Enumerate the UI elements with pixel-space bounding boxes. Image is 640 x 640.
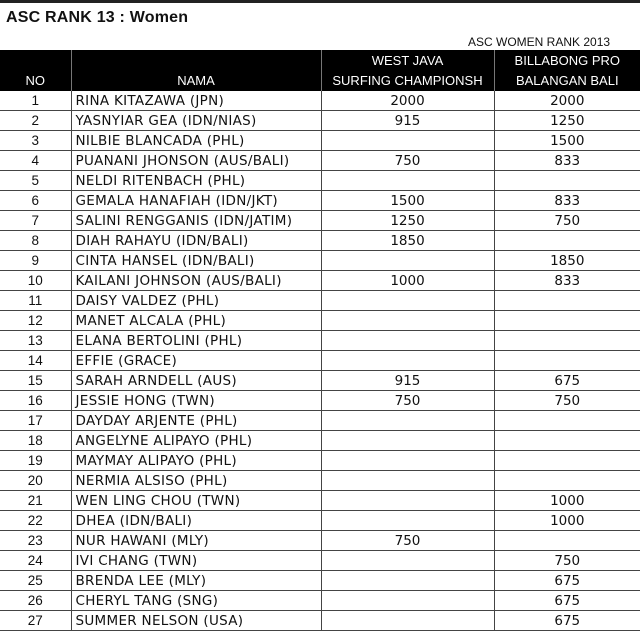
surfer-name-cell: ANGELYNE ALIPAYO (PHL) [71,431,321,451]
rank-number-cell: 20 [0,471,71,491]
billabong-points-cell: 833 [494,191,640,211]
west-java-points-cell: 1850 [321,231,494,251]
west-java-points-cell [321,491,494,511]
table-row [0,531,640,551]
surfer-name-cell: BRENDA LEE (MLY) [71,571,321,591]
surfer-name-cell: SUMMER NELSON (USA) [71,611,321,631]
west-java-points-cell [321,611,494,631]
billabong-points-cell: 2000 [494,91,640,111]
surfer-name-cell: NERMIA ALSISO (PHL) [71,471,321,491]
surfer-name-cell: DHEA (IDN/BALI) [71,511,321,531]
table-row [0,391,640,411]
west-java-points-cell: 2000 [321,91,494,111]
rank-number-cell: 13 [0,331,71,351]
west-java-points-cell: 915 [321,371,494,391]
billabong-points-cell [494,171,640,191]
table-row [0,551,640,571]
table-row [0,451,640,471]
header-event2-line1: BILLABONG PRO [494,50,640,70]
surfer-name-cell: EFFIE (GRACE) [71,351,321,371]
surfer-name-cell: DAISY VALDEZ (PHL) [71,291,321,311]
header-row-2 [0,70,640,91]
table-row [0,591,640,611]
table-row [0,371,640,391]
table-row [0,311,640,331]
west-java-points-cell [321,411,494,431]
west-java-points-cell [321,591,494,611]
rank-number-cell: 12 [0,311,71,331]
header-row-1 [0,50,640,70]
west-java-points-cell [321,431,494,451]
surfer-name-cell: CHERYL TANG (SNG) [71,591,321,611]
billabong-points-cell: 833 [494,151,640,171]
surfer-name-cell: SALINI RENGGANIS (IDN/JATIM) [71,211,321,231]
billabong-points-cell: 1500 [494,131,640,151]
west-java-points-cell: 1250 [321,211,494,231]
rank-number-cell: 16 [0,391,71,411]
table-row [0,191,640,211]
surfer-name-cell: RINA KITAZAWA (JPN) [71,91,321,111]
rank-number-cell: 2 [0,111,71,131]
west-java-points-cell: 750 [321,151,494,171]
west-java-points-cell [321,331,494,351]
table-row [0,151,640,171]
surfer-name-cell: IVI CHANG (TWN) [71,551,321,571]
header-event1-line1: WEST JAVA [321,50,494,70]
page-title: ASC RANK 13 : Women [6,9,189,26]
header-event2-line2: BALANGAN BALI [494,70,640,91]
surfer-name-cell: MANET ALCALA (PHL) [71,311,321,331]
billabong-points-cell [494,331,640,351]
west-java-points-cell [321,251,494,271]
surfer-name-cell: ELANA BERTOLINI (PHL) [71,331,321,351]
west-java-points-cell: 1000 [321,271,494,291]
west-java-points-cell [321,351,494,371]
billabong-points-cell: 675 [494,591,640,611]
table-row [0,491,640,511]
ranking-table [0,33,640,631]
table-row [0,571,640,591]
billabong-points-cell: 1000 [494,491,640,511]
header-no: NO [0,70,71,91]
billabong-points-cell [494,311,640,331]
billabong-points-cell [494,351,640,371]
west-java-points-cell [321,131,494,151]
table-row [0,511,640,531]
billabong-points-cell: 1000 [494,511,640,531]
table-row [0,351,640,371]
header-no-blank [0,50,71,70]
billabong-points-cell: 1850 [494,251,640,271]
rank-number-cell: 25 [0,571,71,591]
surfer-name-cell: PUANANI JHONSON (AUS/BALI) [71,151,321,171]
surfer-name-cell: SARAH ARNDELL (AUS) [71,371,321,391]
billabong-points-cell [494,231,640,251]
rank-number-cell: 1 [0,91,71,111]
surfer-name-cell: JESSIE HONG (TWN) [71,391,321,411]
billabong-points-cell [494,531,640,551]
west-java-points-cell: 750 [321,391,494,411]
surfer-name-cell: GEMALA HANAFIAH (IDN/JKT) [71,191,321,211]
table-row [0,211,640,231]
surfer-name-cell: YASNYIAR GEA (IDN/NIAS) [71,111,321,131]
west-java-points-cell [321,551,494,571]
west-java-points-cell [321,571,494,591]
header-event1-line2: SURFING CHAMPIONSH [321,70,494,91]
surfer-name-cell: WEN LING CHOU (TWN) [71,491,321,511]
rank-number-cell: 8 [0,231,71,251]
rank-number-cell: 19 [0,451,71,471]
rank-number-cell: 3 [0,131,71,151]
west-java-points-cell [321,451,494,471]
rank-number-cell: 26 [0,591,71,611]
rank-number-cell: 22 [0,511,71,531]
west-java-points-cell [321,291,494,311]
west-java-points-cell [321,471,494,491]
west-java-points-cell: 750 [321,531,494,551]
billabong-points-cell: 750 [494,551,640,571]
rank-number-cell: 6 [0,191,71,211]
rank-number-cell: 14 [0,351,71,371]
rank-subtitle-row [0,33,640,50]
surfer-name-cell: MAYMAY ALIPAYO (PHL) [71,451,321,471]
surfer-name-cell: DIAH RAHAYU (IDN/BALI) [71,231,321,251]
table-row [0,431,640,451]
billabong-points-cell: 675 [494,371,640,391]
west-java-points-cell [321,311,494,331]
billabong-points-cell: 675 [494,611,640,631]
surfer-name-cell: NUR HAWANI (MLY) [71,531,321,551]
billabong-points-cell: 750 [494,391,640,411]
surfer-name-cell: CINTA HANSEL (IDN/BALI) [71,251,321,271]
west-java-points-cell: 1500 [321,191,494,211]
surfer-name-cell: NELDI RITENBACH (PHL) [71,171,321,191]
rank-number-cell: 7 [0,211,71,231]
billabong-points-cell: 1250 [494,111,640,131]
rank-number-cell: 11 [0,291,71,311]
billabong-points-cell [494,431,640,451]
billabong-points-cell: 750 [494,211,640,231]
top-border [0,0,640,3]
rank-number-cell: 15 [0,371,71,391]
rank-number-cell: 18 [0,431,71,451]
table-row [0,411,640,431]
table-row [0,251,640,271]
table-row [0,111,640,131]
rank-number-cell: 17 [0,411,71,431]
rank-number-cell: 21 [0,491,71,511]
rank-number-cell: 27 [0,611,71,631]
billabong-points-cell [494,471,640,491]
rank-number-cell: 24 [0,551,71,571]
table-row [0,331,640,351]
surfer-name-cell: KAILANI JOHNSON (AUS/BALI) [71,271,321,291]
table-row [0,131,640,151]
table-row [0,171,640,191]
ranking-rows [0,91,640,631]
surfer-name-cell: NILBIE BLANCADA (PHL) [71,131,321,151]
rank-number-cell: 5 [0,171,71,191]
billabong-points-cell: 833 [494,271,640,291]
table-row [0,291,640,311]
table-row [0,471,640,491]
rank-number-cell: 4 [0,151,71,171]
billabong-points-cell [494,411,640,431]
rank-number-cell: 23 [0,531,71,551]
table-row [0,91,640,111]
west-java-points-cell [321,511,494,531]
table-row [0,231,640,251]
billabong-points-cell [494,451,640,471]
table-row [0,611,640,631]
rank-number-cell: 10 [0,271,71,291]
header-name: NAMA [71,70,321,91]
ranking-table-container [0,33,640,631]
billabong-points-cell [494,291,640,311]
surfer-name-cell: DAYDAY ARJENTE (PHL) [71,411,321,431]
header-name-blank [71,50,321,70]
billabong-points-cell: 675 [494,571,640,591]
west-java-points-cell: 915 [321,111,494,131]
table-row [0,271,640,291]
rank-number-cell: 9 [0,251,71,271]
west-java-points-cell [321,171,494,191]
rank-subtitle: ASC WOMEN RANK 2013 [468,34,611,49]
